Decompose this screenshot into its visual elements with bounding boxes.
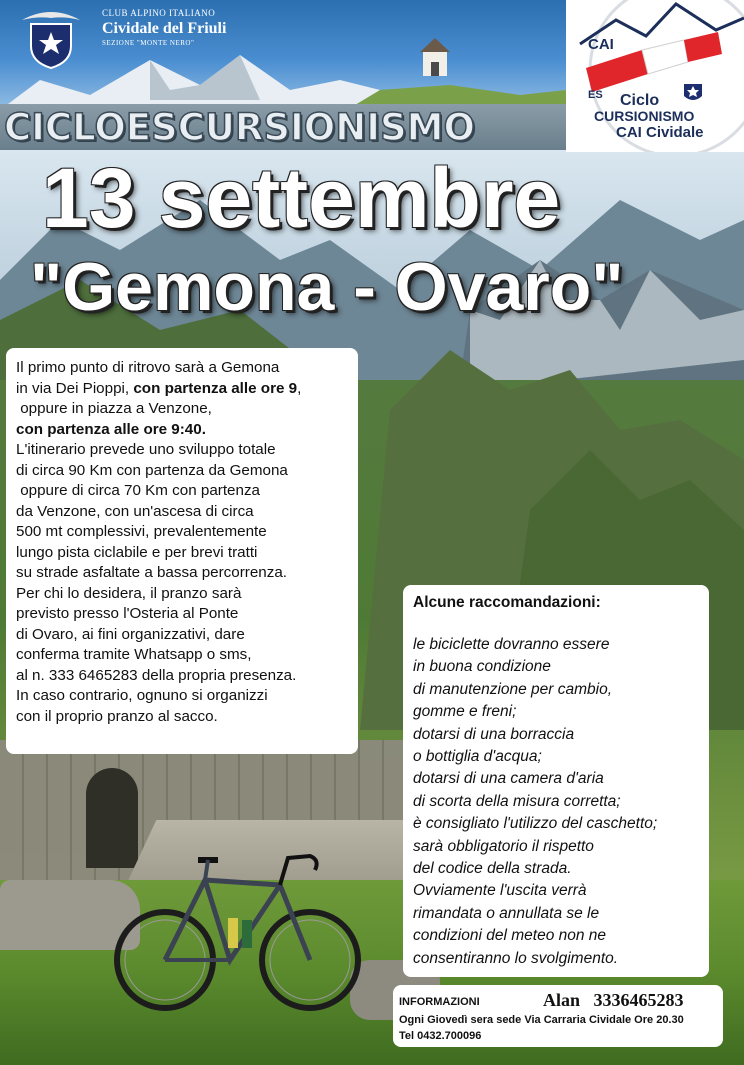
- bicycle-image: [110, 830, 370, 1020]
- itinerary-part-2: , oppure in piazza a Venzone,: [20, 379, 302, 417]
- recommendations-title: Alcune raccomandazioni:: [413, 594, 601, 611]
- chapel-icon: [416, 34, 454, 78]
- header-banner: [0, 0, 566, 150]
- cai-emblem-icon: [18, 4, 84, 70]
- itinerary-panel: [6, 348, 358, 754]
- itinerary-part-1: Il primo punto di ritrovo sarà a Gemona in via Dei Pioppi,: [16, 359, 280, 397]
- logo-ciclo-text: Ciclo: [620, 92, 660, 109]
- event-date: 13 settembre: [42, 151, 561, 245]
- banner-title-text: CICLOESCURSIONISMO: [4, 106, 475, 149]
- meeting-schedule: Ogni Giovedì sera sede Via Carraria Cividale Ore 20.30: [399, 1014, 684, 1026]
- logo-es-text: ES: [588, 89, 603, 101]
- recommendations-body: le biciclette dovranno essere in buona condizione di manutenzione per cambio, gomme e freni; dotarsi di una borraccia o bottiglia d'acqua; dotarsi di una camera d'aria di scorta della misura corretta; è consigliato l'utilizzo del caschetto; sarà obbligatorio il rispetto del codice della strada. Ovviamente l'uscita verrà rimandata o annullata se le condizioni del meteo non ne consentiranno lo svolgimento.: [413, 636, 658, 967]
- itinerary-departure-gemona: con partenza alle ore 9: [133, 379, 298, 397]
- club-line-3: SEZIONE "MONTE NERO": [102, 39, 195, 47]
- event-route: "Gemona - Ovaro": [30, 249, 624, 325]
- logo-cai-cividale-text: CAI Cividale: [616, 124, 704, 141]
- itinerary-departure-venzone: con partenza alle ore 9:40.: [16, 420, 206, 438]
- ciclo-cai-logo: [566, 0, 744, 152]
- club-line-2: Cividale del Friuli: [102, 20, 227, 37]
- recommendations-panel: [403, 585, 709, 977]
- club-line-1: CLUB ALPINO ITALIANO: [102, 8, 216, 18]
- logo-cai-text: CAI: [588, 36, 614, 53]
- contact-phone: Alan 3336465283: [543, 990, 684, 1010]
- info-footer: [393, 985, 723, 1047]
- logo-cursionismo-text: CURSIONISMO: [594, 108, 695, 124]
- info-label: INFORMAZIONI: [399, 996, 480, 1008]
- office-phone: Tel 0432.700096: [399, 1030, 482, 1042]
- itinerary-part-3: L'itinerario prevede uno sviluppo totale di circa 90 Km con partenza da Gemona oppure di circa 70 Km con partenza da Venzone, con un'ascesa di circa 500 mt complessivi, prevalentemente lungo pista ciclabile e per brevi tratti su strade asfaltate a bassa percorrenza. Per chi lo desidera, il pranzo sarà previsto presso l'Osteria al Ponte di Ovaro, ai fini organizzativi, dare conferma tramite Whatsapp o sms, al n. 333 6465283 della propria presenza. In caso contrario, ognuno si organizzi con il proprio pranzo al sacco.: [16, 441, 297, 725]
- itinerary-text: [16, 358, 301, 727]
- banner-title: [0, 104, 566, 150]
- club-name: [102, 8, 226, 47]
